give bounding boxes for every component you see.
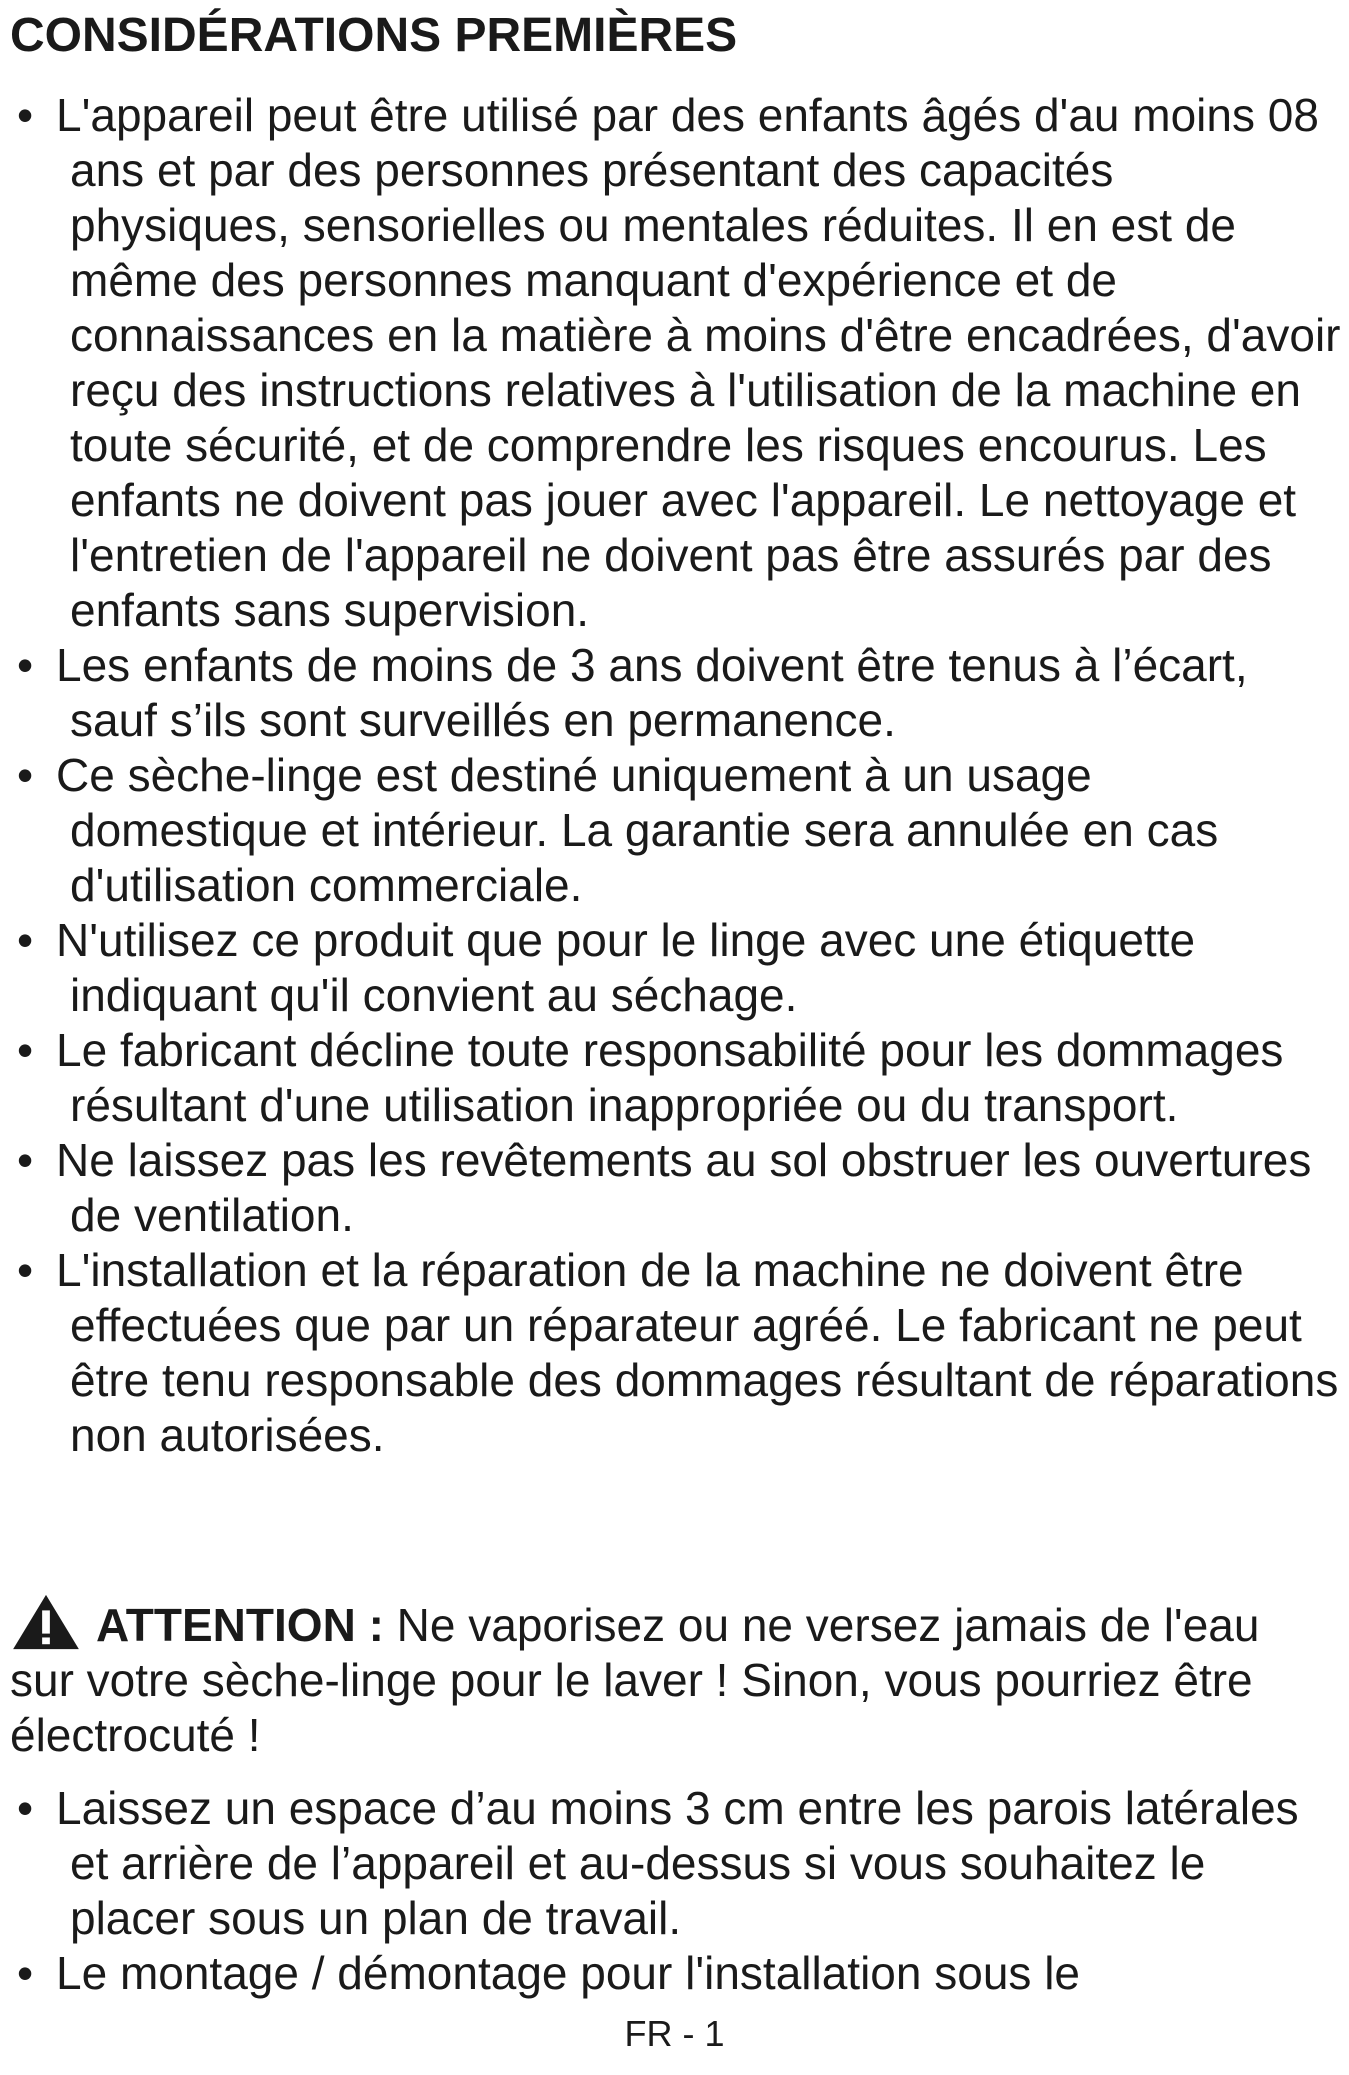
list-item-text: Le fabricant décline toute responsabilité pour les dommages résultant d'une utilisation inappropriée ou du transport. (56, 1024, 1284, 1131)
list-item-text: N'utilisez ce produit que pour le linge avec une étiquette indiquant qu'il convient au séchage. (56, 914, 1196, 1021)
bullet: • (16, 1024, 34, 1076)
safety-list-secondary (0, 1781, 1349, 2001)
warning-triangle-icon (10, 1593, 82, 1651)
list-item-text: Ne laissez pas les revêtements au sol obstruer les ouvertures de ventilation. (56, 1134, 1312, 1241)
bullet: • (16, 914, 34, 966)
bullet: • (16, 749, 34, 801)
list-item (0, 1946, 1349, 2001)
list-item (0, 913, 1349, 1023)
list-item (0, 1023, 1349, 1133)
list-item-text: Laissez un espace d’au moins 3 cm entre les parois latérales et arrière de l’appareil et au-dessus si vous souhaitez le placer sous un plan de travail. (56, 1782, 1299, 1944)
list-item-text: L'appareil peut être utilisé par des enfants âgés d'au moins 08 ans et par des personnes présentant des capacités physiques, sensorielles ou mentales réduites. Il en est de même des personnes manquant d'expérience et de connaissances en la matière à moins d'être encadrées, d'avoir reçu des instructions relatives à l'utilisation de la machine en toute sécurité, et de comprendre les risques encourus. Les enfants ne doivent pas jouer avec l'appareil. Le nettoyage et l'entretien de l'appareil ne doivent pas être assurés par des enfants sans supervision. (56, 89, 1341, 636)
list-item (0, 1781, 1349, 1946)
list-item (0, 638, 1349, 748)
attention-label: ATTENTION : (96, 1599, 384, 1651)
list-item-text: Les enfants de moins de 3 ans doivent être tenus à l’écart, sauf s’ils sont surveillés en permanence. (56, 639, 1248, 746)
list-item (0, 1133, 1349, 1243)
page-title: CONSIDÉRATIONS PREMIÈRES (10, 9, 738, 62)
attention-notice (10, 1593, 1335, 1763)
list-item (0, 88, 1349, 638)
bullet: • (16, 1134, 34, 1186)
bullet: • (16, 1947, 34, 1999)
bullet: • (16, 1782, 34, 1834)
page-number: FR - 1 (624, 2013, 725, 2054)
list-item (0, 748, 1349, 913)
list-item-text: Ce sèche-linge est destiné uniquement à un usage domestique et intérieur. La garantie sera annulée en cas d'utilisation commerciale. (56, 749, 1219, 911)
safety-list-primary (0, 88, 1349, 1463)
bullet: • (16, 639, 34, 691)
list-item-text: L'installation et la réparation de la machine ne doivent être effectuées que par un réparateur agréé. Le fabricant ne peut être tenu responsable des dommages résultant de réparations non autorisées. (56, 1244, 1339, 1461)
list-item (0, 1243, 1349, 1463)
bullet: • (16, 1244, 34, 1296)
attention-text: Ne vaporisez ou ne versez jamais de l'eau sur votre sèche-linge pour le laver ! Sinon, vous pourriez être électrocuté ! (10, 1599, 1260, 1761)
bullet: • (16, 89, 34, 141)
list-item-text: Le montage / démontage pour l'installation sous le (56, 1947, 1080, 1999)
